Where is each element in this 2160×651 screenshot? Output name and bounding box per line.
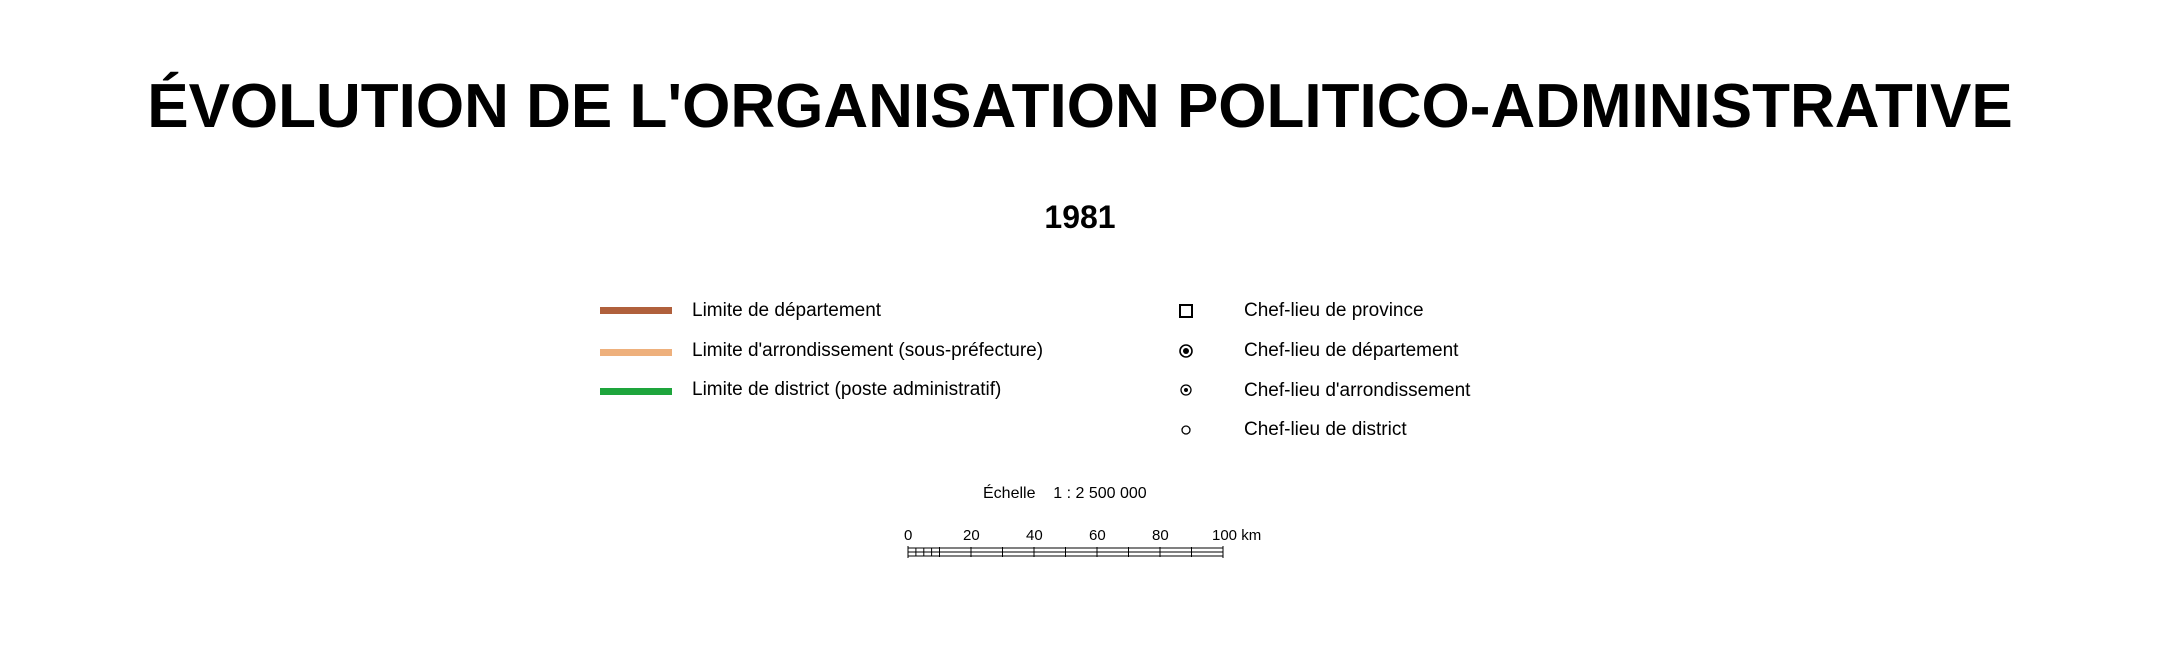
circle-icon: [1180, 424, 1192, 436]
scale-ratio: 1 : 2 500 000: [1053, 485, 1147, 502]
scale-tick-20: 20: [963, 527, 980, 544]
district-boundary-label: Limite de district (poste administratif): [692, 379, 1002, 400]
scale-tick-80: 80: [1152, 527, 1169, 544]
square-icon: [1178, 303, 1194, 319]
map-title: ÉVOLUTION DE L'ORGANISATION POLITICO-ADMINISTRATIVE: [147, 72, 2013, 141]
department-boundary-label: Limite de département: [692, 300, 882, 321]
scale-title: [983, 484, 1147, 504]
arrondissement-capital-label: Chef-lieu d'arrondissement: [1244, 380, 1471, 401]
scale-tick-60: 60: [1089, 527, 1106, 544]
province-capital-label: Chef-lieu de province: [1244, 300, 1424, 321]
district-boundary-swatch: [600, 388, 672, 395]
department-boundary-swatch: [600, 307, 672, 314]
scale-tick-100: 100 km: [1212, 527, 1262, 544]
scale-tick-40: 40: [1026, 527, 1043, 544]
circle-dot-large-icon: [1178, 343, 1194, 359]
department-capital-label: Chef-lieu de département: [1244, 340, 1459, 361]
arrondissement-boundary-label: Limite d'arrondissement (sous-préfecture): [692, 340, 1044, 361]
scale-bar: [900, 544, 1240, 564]
map-year: 1981: [1044, 199, 1116, 235]
arrondissement-boundary-swatch: [600, 349, 672, 356]
circle-dot-small-icon: [1179, 383, 1193, 397]
scale-label: Échelle: [983, 485, 1036, 502]
scale-tick-0: 0: [904, 527, 913, 544]
district-capital-label: Chef-lieu de district: [1244, 419, 1407, 440]
